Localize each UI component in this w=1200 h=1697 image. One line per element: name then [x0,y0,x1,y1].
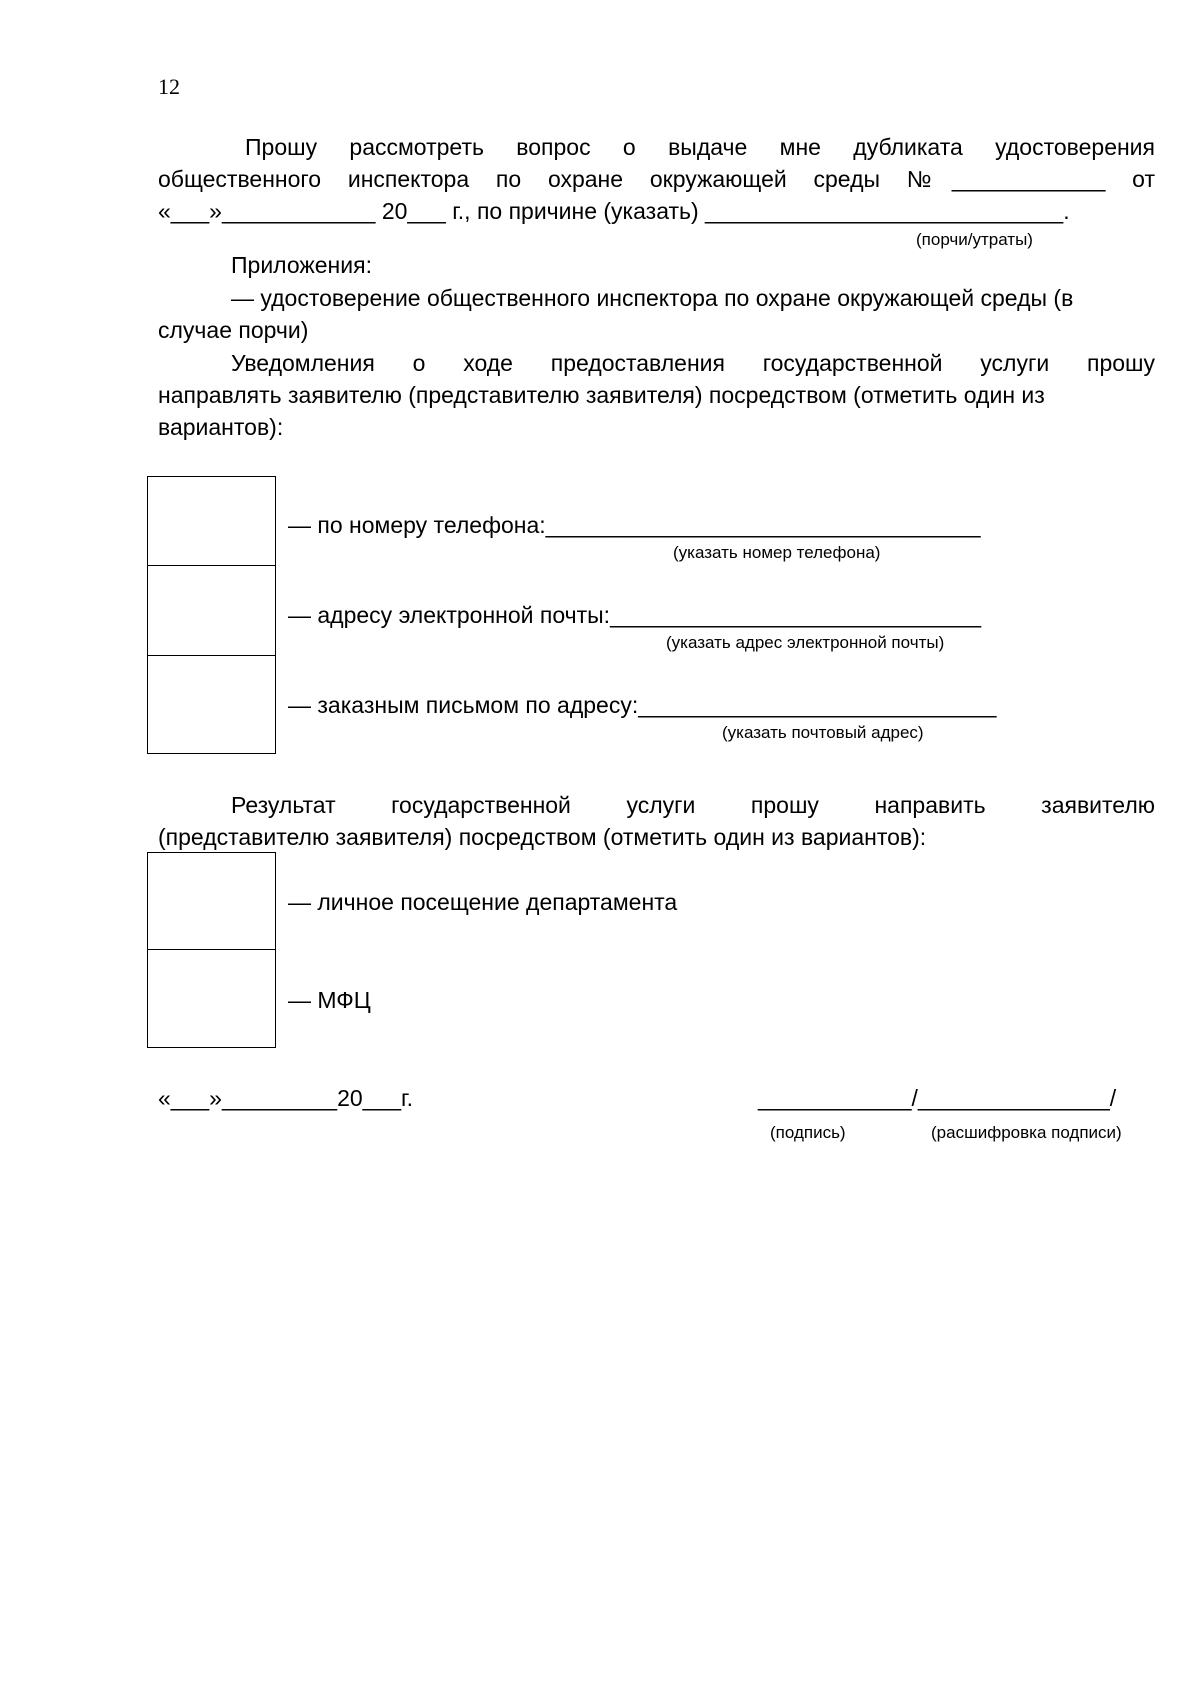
request-line-2: общественного инспектора по охране окружающей среды №____________ от [158,166,1155,192]
notifications-line-2: направлять заявителю (представителю заявителя) посредством (отметить один из [158,382,1045,408]
notifications-line-1: Уведомления о ходе предоставления государственной услуги прошу [231,350,1155,376]
date-line: «___»_________20___г. [158,1085,414,1111]
signature-caption: (подпись) [770,1123,846,1142]
reason-caption: (порчи/утраты) [916,230,1033,249]
option-mail-caption: (указать почтовый адрес) [722,723,924,742]
signature-line: ____________/_______________/ [758,1085,1117,1111]
page-number: 12 [158,74,180,99]
option-phone-caption: (указать номер телефона) [673,543,881,562]
result-line-1: Результат государственной услуги прошу направить заявителю [231,792,1155,818]
option-mfc-label: — МФЦ [288,987,371,1013]
attachments-heading: Приложения: [231,252,372,278]
option-email-caption: (указать адрес электронной почты) [666,633,945,652]
option-department-label: — личное посещение департамента [288,889,678,915]
signature-decoding-caption: (расшифровка подписи) [931,1123,1122,1142]
attachment-item-line-1: — удостоверение общественного инспектора по охране окружающей среды (в [231,285,1074,311]
notifications-line-3: вариантов): [158,414,284,440]
option-mail-label: — заказным письмом по адресу:____________________________ [288,692,997,718]
request-line-1: Прошу рассмотреть вопрос о выдаче мне дубликата удостоверения [245,134,1155,160]
checkbox-department-visit[interactable] [147,852,276,950]
checkbox-phone[interactable] [147,476,276,566]
checkbox-registered-mail[interactable] [147,656,276,754]
checkbox-mfc[interactable] [147,950,276,1048]
result-line-2: (представителю заявителя) посредством (отметить один из вариантов): [158,824,927,850]
request-line-3: «___»____________ 20___ г., по причине (указать) ____________________________. [158,198,1070,224]
option-email-label: — адресу электронной почты:_____________________________ [288,602,982,628]
attachment-item-line-2: случае порчи) [158,317,309,343]
checkbox-email[interactable] [147,566,276,656]
option-phone-label: — по номеру телефона:__________________________________ [288,512,981,538]
